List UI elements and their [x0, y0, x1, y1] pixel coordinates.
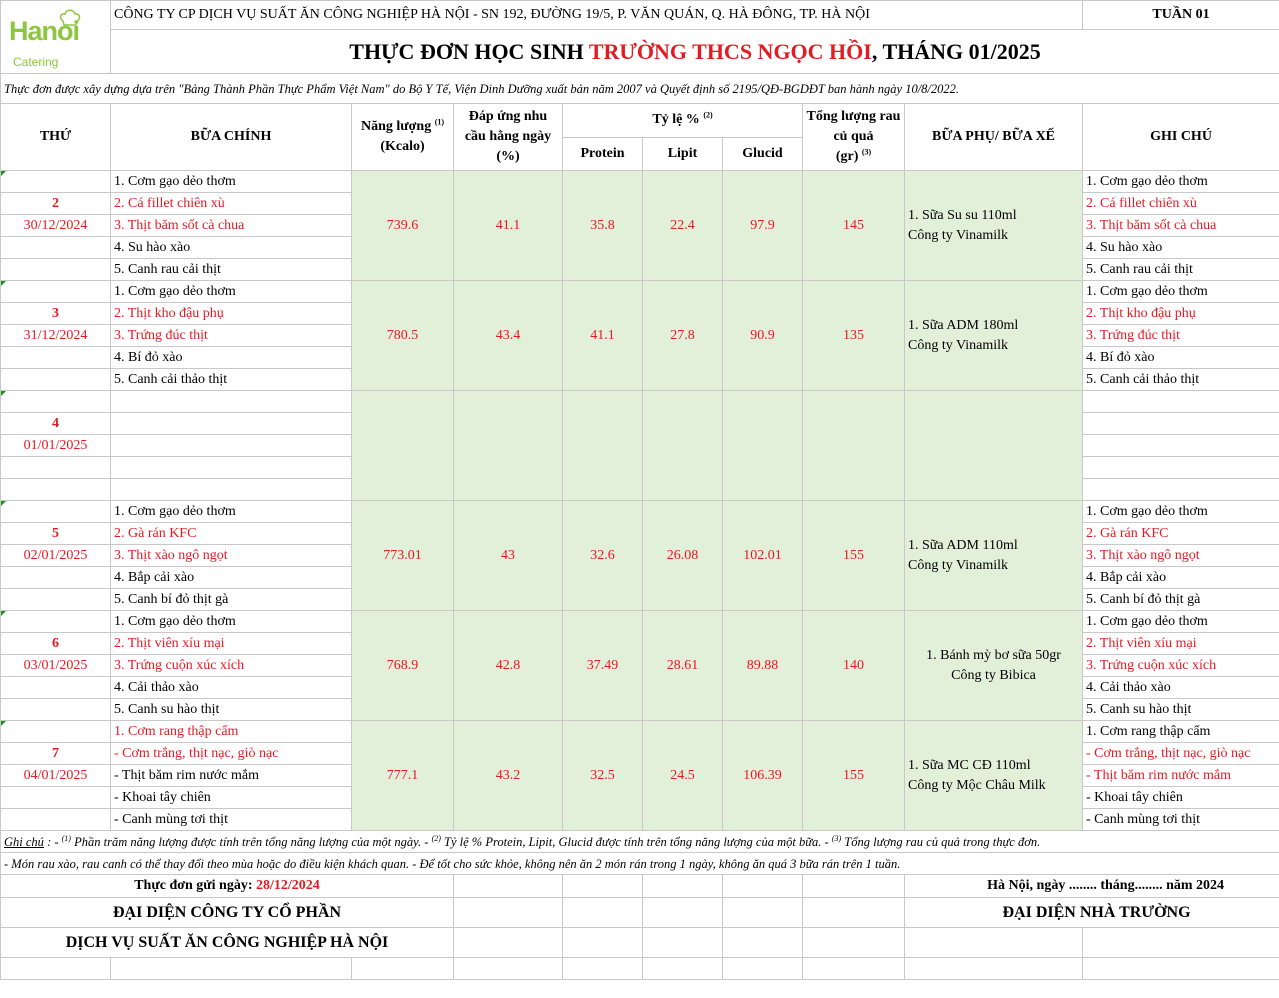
main-dish-item: 5. Canh su hào thịt [111, 699, 352, 721]
main-dish-item: 3. Trứng cuộn xúc xích [111, 655, 352, 677]
day-marker-cell [1, 721, 111, 743]
logo-cell [1, 1, 111, 74]
fn-b-text: Tỷ lệ % Protein, Lipit, Glucid được tính trên tổng năng lượng của một bữa. - [440, 834, 832, 849]
title-school: TRƯỜNG THCS NGỌC HỒI [588, 38, 872, 64]
note-item: 2. Gà rán KFC [1083, 523, 1279, 545]
veg-amount-value: 135 [803, 281, 905, 391]
energy-value: 777.1 [352, 721, 454, 831]
main-dish-item: 1. Cơm gạo dẻo thơm [111, 281, 352, 303]
fn-c-text: Tổng lượng rau củ quả trong thực đơn. [841, 834, 1041, 849]
note-item: 2. Thịt viên xíu mại [1083, 633, 1279, 655]
footnote-1 [1, 831, 1279, 853]
day-blank-cell [1, 787, 111, 809]
fn-c-sup: (3) [831, 833, 842, 843]
ty-le-sup: (2) [703, 110, 713, 120]
main-dish-item: - Khoai tây chiên [111, 787, 352, 809]
col-dap-ung: Đáp ứng nhu cầu hằng ngày (%) [454, 104, 563, 171]
col-ty-le [563, 104, 803, 138]
note-item: 1. Cơm gạo dẻo thơm [1083, 171, 1279, 193]
note-item: - Cơm trắng, thịt nạc, giò nạc [1083, 743, 1279, 765]
nang-luong-label: Năng lượng [360, 119, 432, 134]
fn-a-pre: : - [43, 834, 62, 849]
note-item: 3. Thịt xào ngô ngọt [1083, 545, 1279, 567]
day-date: 30/12/2024 [1, 215, 111, 237]
main-dish-item: 3. Thịt xào ngô ngọt [111, 545, 352, 567]
main-dish-item: 5. Canh rau cải thịt [111, 259, 352, 281]
footnote-label: Ghi chú [4, 834, 44, 849]
lipit-value: 26.08 [643, 501, 723, 611]
energy-value [352, 391, 454, 501]
day-number: 6 [1, 633, 111, 655]
protein-value: 35.8 [563, 171, 643, 281]
veg-amount-value [803, 391, 905, 501]
day-date: 02/01/2025 [1, 545, 111, 567]
col-nang-luong [352, 104, 454, 171]
note-item: 1. Cơm gạo dẻo thơm [1083, 281, 1279, 303]
blank-cell [803, 898, 905, 928]
blank-cell [723, 928, 803, 958]
day-blank-cell [1, 809, 111, 831]
sent-label: Thực đơn gửi ngày: [134, 878, 257, 893]
place-date: Hà Nội, ngày ........ tháng........ năm 2024 [905, 875, 1279, 898]
snack-cell [905, 611, 1083, 721]
note-item: 1. Cơm gạo dẻo thơm [1083, 501, 1279, 523]
glucid-value: 97.9 [723, 171, 803, 281]
main-dish-item: 5. Canh cải thảo thịt [111, 369, 352, 391]
energy-value: 739.6 [352, 171, 454, 281]
veg-amount-value: 145 [803, 171, 905, 281]
day-marker-cell [1, 611, 111, 633]
blank-cell [905, 958, 1083, 980]
blank-cell [563, 898, 643, 928]
day-marker-cell [1, 391, 111, 413]
main-dish-item: 4. Bắp cải xào [111, 567, 352, 589]
note-item [1083, 391, 1279, 413]
main-dish-item: 3. Trứng đúc thịt [111, 325, 352, 347]
note-item: 4. Su hào xào [1083, 237, 1279, 259]
snack-item: 1. Sữa Su su 110ml [908, 207, 1017, 223]
logo-word: Hanoi [9, 16, 80, 46]
table-row [1, 391, 1279, 413]
main-dish-item: 2. Thịt kho đậu phụ [111, 303, 352, 325]
table-row [1, 501, 1279, 523]
blank-cell [563, 875, 643, 898]
veg-amount-value: 155 [803, 721, 905, 831]
note-item: 5. Canh bí đỏ thịt gà [1083, 589, 1279, 611]
sign-left-2: DỊCH VỤ SUẤT ĂN CÔNG NGHIỆP HÀ NỘI [1, 928, 454, 958]
blank-cell [803, 958, 905, 980]
protein-value [563, 391, 643, 501]
page-title [111, 30, 1279, 74]
note-item: - Thịt băm rim nước mắm [1083, 765, 1279, 787]
blank-cell [563, 928, 643, 958]
blank-cell [803, 875, 905, 898]
note-item: 5. Canh su hào thịt [1083, 699, 1279, 721]
main-dish-item [111, 457, 352, 479]
blank-cell [643, 898, 723, 928]
col-bua-phu: BỮA PHỤ/ BỮA XẾ [905, 104, 1083, 171]
table-row [1, 611, 1279, 633]
note-item: 2. Thịt kho đậu phụ [1083, 303, 1279, 325]
main-dish-item: 5. Canh bí đỏ thịt gà [111, 589, 352, 611]
energy-value: 780.5 [352, 281, 454, 391]
day-date: 03/01/2025 [1, 655, 111, 677]
sign-left-1: ĐẠI DIỆN CÔNG TY CỔ PHẦN [1, 898, 454, 928]
main-dish-item [111, 413, 352, 435]
lipit-value: 22.4 [643, 171, 723, 281]
veg-amount-value: 155 [803, 501, 905, 611]
footnote-2: - Món rau xào, rau canh có thể thay đổi theo mùa hoặc do điều kiện khách quan. - Để tốt cho sức khỏe, không nên ăn 2 món rán trong 1 ngày, không ăn quá 3 bữa rán trên 1 tuần. [1, 853, 1279, 875]
snack-item: 1. Sữa MC CĐ 110ml [908, 757, 1031, 773]
fn-a-text: Phần trăm năng lượng được tính trên tổng năng lượng của một ngày. - [70, 834, 432, 849]
day-date: 04/01/2025 [1, 765, 111, 787]
source-note: Thực đơn được xây dựng dựa trên "Bảng Thành Phần Thực Phẩm Việt Nam" do Bộ Y Tế, Viện Dinh Dưỡng xuất bản năm 2007 và Quyết định số 2195/QĐ-BGDĐT ban hành ngày 10/8/2022. [1, 74, 1279, 104]
blank-cell [1083, 958, 1279, 980]
note-item [1083, 435, 1279, 457]
main-dish-item: 4. Su hào xào [111, 237, 352, 259]
day-date: 01/01/2025 [1, 435, 111, 457]
nang-luong-unit: (Kcalo) [380, 139, 425, 154]
week-label: TUẦN 01 [1083, 1, 1279, 30]
blank-cell [723, 958, 803, 980]
lipit-value [643, 391, 723, 501]
snack-cell [905, 171, 1083, 281]
snack-supplier: Công ty Vinamilk [908, 557, 1009, 573]
title-part1: THỰC ĐƠN HỌC SINH [349, 38, 589, 64]
note-item: 3. Trứng cuộn xúc xích [1083, 655, 1279, 677]
day-marker-cell [1, 281, 111, 303]
table-row [1, 171, 1279, 193]
col-ghi-chu: GHI CHÚ [1083, 104, 1279, 171]
fn-b-sup: (2) [431, 833, 441, 843]
note-item: 3. Trứng đúc thịt [1083, 325, 1279, 347]
note-item [1083, 413, 1279, 435]
main-dish-item: 1. Cơm rang thập cẩm [111, 721, 352, 743]
main-dish-item: 2. Gà rán KFC [111, 523, 352, 545]
snack-supplier: Công ty Vinamilk [908, 337, 1009, 353]
daily-percent-value [454, 391, 563, 501]
day-blank-cell [1, 457, 111, 479]
main-dish-item: 2. Thịt viên xíu mại [111, 633, 352, 655]
day-blank-cell [1, 479, 111, 501]
snack-item: 1. Bánh mỳ bơ sữa 50gr [926, 647, 1061, 663]
note-item [1083, 457, 1279, 479]
day-blank-cell [1, 237, 111, 259]
note-item: 3. Thịt băm sốt cà chua [1083, 215, 1279, 237]
snack-cell [905, 281, 1083, 391]
lipit-value: 24.5 [643, 721, 723, 831]
table-row [1, 721, 1279, 743]
ty-le-label: Tỷ lệ % [652, 112, 700, 128]
main-dish-item: - Cơm trắng, thịt nạc, giò nạc [111, 743, 352, 765]
blank-cell [1083, 928, 1279, 958]
main-dish-item: 3. Thịt băm sốt cà chua [111, 215, 352, 237]
snack-cell [905, 391, 1083, 501]
daily-percent-value: 41.1 [454, 171, 563, 281]
main-dish-item [111, 435, 352, 457]
main-dish-item: 1. Cơm gạo dẻo thơm [111, 171, 352, 193]
day-blank-cell [1, 589, 111, 611]
main-dish-item: 4. Cải thảo xào [111, 677, 352, 699]
protein-value: 32.6 [563, 501, 643, 611]
blank-cell [1, 958, 111, 980]
rau-unit: (gr) [835, 149, 859, 164]
snack-cell [905, 721, 1083, 831]
energy-value: 768.9 [352, 611, 454, 721]
protein-value: 41.1 [563, 281, 643, 391]
day-date: 31/12/2024 [1, 325, 111, 347]
note-item: 5. Canh cải thảo thịt [1083, 369, 1279, 391]
note-item: - Canh mùng tơi thịt [1083, 809, 1279, 831]
title-month: , THÁNG 01/2025 [871, 38, 1041, 64]
note-item [1083, 479, 1279, 501]
blank-cell [454, 898, 563, 928]
col-glucid: Glucid [723, 137, 803, 171]
day-blank-cell [1, 259, 111, 281]
blank-cell [454, 875, 563, 898]
day-blank-cell [1, 699, 111, 721]
daily-percent-value: 42.8 [454, 611, 563, 721]
note-item: 1. Cơm rang thập cẩm [1083, 721, 1279, 743]
note-item: 5. Canh rau cải thịt [1083, 259, 1279, 281]
day-number: 2 [1, 193, 111, 215]
sign-right: ĐẠI DIỆN NHÀ TRƯỜNG [905, 898, 1279, 928]
main-dish-item: - Canh mùng tơi thịt [111, 809, 352, 831]
glucid-value: 102.01 [723, 501, 803, 611]
blank-cell [563, 958, 643, 980]
protein-value: 32.5 [563, 721, 643, 831]
glucid-value: 90.9 [723, 281, 803, 391]
blank-cell [723, 898, 803, 928]
blank-cell [352, 958, 454, 980]
col-protein: Protein [563, 137, 643, 171]
day-blank-cell [1, 369, 111, 391]
main-dish-item: 2. Cá fillet chiên xù [111, 193, 352, 215]
main-dish-item: 1. Cơm gạo dẻo thơm [111, 611, 352, 633]
energy-value: 773.01 [352, 501, 454, 611]
table-row [1, 281, 1279, 303]
sent-date [1, 875, 454, 898]
day-marker-cell [1, 501, 111, 523]
glucid-value [723, 391, 803, 501]
blank-cell [454, 958, 563, 980]
daily-percent-value: 43.2 [454, 721, 563, 831]
rau-sup: (3) [861, 147, 872, 157]
sent-date-value: 28/12/2024 [256, 878, 320, 893]
note-item: - Khoai tây chiên [1083, 787, 1279, 809]
col-bua-chinh: BỮA CHÍNH [111, 104, 352, 171]
veg-amount-value: 140 [803, 611, 905, 721]
col-thu: THỨ [1, 104, 111, 171]
main-dish-item: 1. Cơm gạo dẻo thơm [111, 501, 352, 523]
snack-cell [905, 501, 1083, 611]
daily-percent-value: 43.4 [454, 281, 563, 391]
rau-label: Tổng lượng rau củ quả [806, 109, 901, 144]
protein-value: 37.49 [563, 611, 643, 721]
blank-cell [643, 958, 723, 980]
main-dish-item [111, 479, 352, 501]
day-number: 5 [1, 523, 111, 545]
snack-supplier: Công ty Mộc Châu Milk [908, 777, 1046, 793]
blank-cell [643, 875, 723, 898]
day-number: 4 [1, 413, 111, 435]
note-item: 4. Cải thảo xào [1083, 677, 1279, 699]
note-item: 2. Cá fillet chiên xù [1083, 193, 1279, 215]
day-number: 7 [1, 743, 111, 765]
note-item: 4. Bắp cải xào [1083, 567, 1279, 589]
day-number: 3 [1, 303, 111, 325]
snack-item: 1. Sữa ADM 180ml [908, 317, 1019, 333]
daily-percent-value: 43 [454, 501, 563, 611]
company-line: CÔNG TY CP DỊCH VỤ SUẤT ĂN CÔNG NGHIỆP HÀ NỘI - SN 192, ĐƯỜNG 19/5, P. VĂN QUÁN, Q. HÀ ĐÔNG, TP. HÀ NỘI [111, 1, 1083, 30]
nang-luong-sup: (1) [434, 117, 445, 127]
col-lipit: Lipit [643, 137, 723, 171]
blank-cell [643, 928, 723, 958]
glucid-value: 106.39 [723, 721, 803, 831]
fn-a-sup: (1) [61, 833, 71, 843]
main-dish-item [111, 391, 352, 413]
lipit-value: 28.61 [643, 611, 723, 721]
blank-cell [454, 928, 563, 958]
day-marker-cell [1, 171, 111, 193]
snack-supplier: Công ty Bibica [951, 667, 1036, 683]
blank-cell [723, 875, 803, 898]
day-blank-cell [1, 677, 111, 699]
note-item: 1. Cơm gạo dẻo thơm [1083, 611, 1279, 633]
lipit-value: 27.8 [643, 281, 723, 391]
blank-cell [111, 958, 352, 980]
snack-supplier: Công ty Vinamilk [908, 227, 1009, 243]
blank-cell [803, 928, 905, 958]
day-blank-cell [1, 347, 111, 369]
snack-item: 1. Sữa ADM 110ml [908, 537, 1018, 553]
blank-cell [905, 928, 1083, 958]
glucid-value: 89.88 [723, 611, 803, 721]
logo-sub: Catering [13, 55, 59, 69]
main-dish-item: 4. Bí đỏ xào [111, 347, 352, 369]
col-rau [803, 104, 905, 171]
main-dish-item: - Thịt băm rim nước mắm [111, 765, 352, 787]
company-logo [1, 7, 110, 67]
day-blank-cell [1, 567, 111, 589]
note-item: 4. Bí đỏ xào [1083, 347, 1279, 369]
